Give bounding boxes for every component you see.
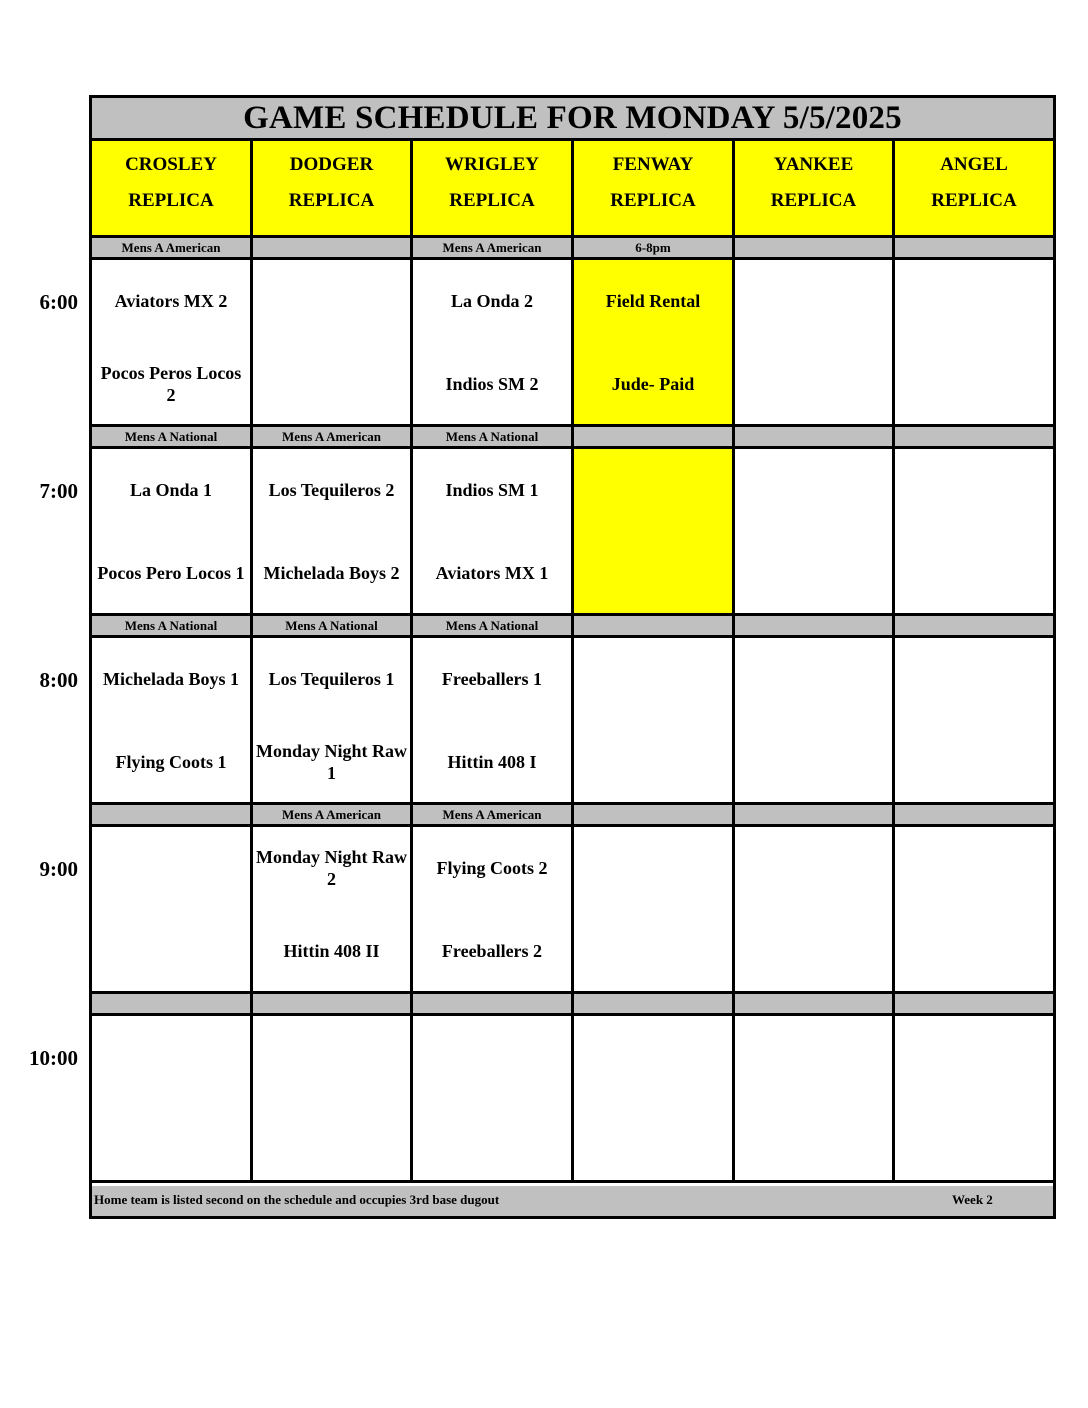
time-label: 8:00 [39,668,78,692]
time-label: 10:00 [29,1046,78,1070]
away-team [413,1030,571,1084]
division-label: 6-8pm [574,238,735,260]
home-team [574,924,732,978]
field-sub: REPLICA [931,190,1017,211]
field-header [735,141,895,238]
game-cell [92,1016,253,1183]
field-sub: REPLICA [770,190,857,211]
home-team [253,357,410,411]
field-header [413,141,574,238]
game-cell [735,827,895,994]
field-header [574,141,735,238]
division-label: Mens A National [92,427,253,449]
home-team [895,357,1053,411]
division-label: Mens A American [253,427,413,449]
field-name: DODGER [289,154,374,175]
division-label [895,427,1053,449]
schedule-footer [92,1186,1053,1216]
game-cell [413,449,574,616]
division-label [253,994,413,1016]
division-label: Mens A American [413,805,574,827]
field-name: CROSLEY [125,154,217,175]
away-team [735,274,892,328]
division-label [735,427,895,449]
field-name: YANKEE [773,154,854,175]
time-label: 7:00 [39,479,78,503]
division-label [895,994,1053,1016]
game-cell [735,638,895,805]
division-label: Mens A American [413,238,574,260]
division-label [413,994,574,1016]
away-team: La Onda 1 [129,480,213,500]
game-cell [895,260,1053,427]
away-team: Freeballers 1 [441,669,543,689]
game-cell [253,260,413,427]
away-team: Los Tequileros 2 [268,480,395,500]
away-team: Flying Coots 2 [436,858,548,878]
home-team: Pocos Pero Locos 1 [97,563,245,583]
field-name: FENWAY [612,154,694,175]
division-label [574,805,735,827]
game-cell [574,1016,735,1183]
time-label: 6:00 [39,290,78,314]
division-label [735,238,895,260]
game-cell [574,449,735,616]
home-team: Freeballers 2 [441,941,543,961]
away-team [895,1030,1053,1084]
game-cell [735,449,895,616]
field-sub: REPLICA [610,190,696,211]
field-sub: REPLICA [449,190,535,211]
game-cell [253,638,413,805]
home-team: Pocos Peros Locos 2 [100,363,242,405]
away-team: La Onda 2 [450,291,534,311]
division-label: Mens A National [253,616,413,638]
game-cell [895,827,1053,994]
game-cell [413,260,574,427]
game-cell [574,638,735,805]
away-team: Monday Night Raw 2 [255,847,407,889]
away-team [735,841,892,895]
home-team: Hittin 408 I [447,752,537,772]
away-team [735,1030,892,1084]
away-team [574,652,732,706]
home-team [574,1113,732,1167]
home-team: Michelada Boys 2 [263,563,400,583]
away-team: Aviators MX 2 [114,291,228,311]
away-team [574,1030,732,1084]
away-team: Field Rental [605,291,701,311]
home-team: Indios SM 2 [445,374,539,394]
game-cell [253,1016,413,1183]
division-label [895,805,1053,827]
game-cell [92,638,253,805]
home-team [413,1113,571,1167]
game-cell [253,827,413,994]
home-team [735,924,892,978]
schedule-title: GAME SCHEDULE FOR MONDAY 5/5/2025 [92,98,1053,141]
field-header [895,141,1053,238]
game-cell [895,1016,1053,1183]
game-cell [92,260,253,427]
home-team [92,1113,250,1167]
home-team [253,1113,410,1167]
game-cell [413,827,574,994]
division-label [574,994,735,1016]
division-label [92,994,253,1016]
home-team: Aviators MX 1 [435,563,549,583]
home-team: Monday Night Raw 1 [255,741,407,783]
away-team [895,463,1053,517]
division-label [574,427,735,449]
away-team [253,274,410,328]
division-label: Mens A National [92,616,253,638]
away-team [574,841,732,895]
field-header [253,141,413,238]
game-cell [895,638,1053,805]
field-name: WRIGLEY [445,154,539,175]
field-sub: REPLICA [128,190,214,211]
away-team [735,463,892,517]
home-team [92,924,250,978]
away-team [895,841,1053,895]
home-team [735,735,892,789]
division-label: Mens A National [413,616,574,638]
game-cell [92,827,253,994]
footer-week: Week 2 [952,1192,993,1207]
game-cell [253,449,413,616]
game-cell [413,1016,574,1183]
division-label: Mens A American [253,805,413,827]
game-cell [574,260,735,427]
division-label [92,805,253,827]
home-team [895,546,1053,600]
division-label: Mens A National [413,427,574,449]
away-team [735,652,892,706]
game-cell [413,638,574,805]
away-team [574,463,732,517]
away-team [895,652,1053,706]
division-label: Mens A American [92,238,253,260]
game-cell [92,449,253,616]
division-label [735,616,895,638]
away-team: Indios SM 1 [445,480,539,500]
division-label [735,805,895,827]
home-team [895,924,1053,978]
home-team [735,546,892,600]
division-label [735,994,895,1016]
home-team: Hittin 408 II [283,941,380,961]
division-label [895,238,1053,260]
game-cell [735,260,895,427]
division-label [253,238,413,260]
away-team [253,1030,410,1084]
division-label [895,616,1053,638]
game-cell [574,827,735,994]
time-label: 9:00 [39,857,78,881]
home-team [735,357,892,411]
game-cell [735,1016,895,1183]
home-team [574,735,732,789]
field-sub: REPLICA [288,190,375,211]
away-team: Los Tequileros 1 [268,669,395,689]
field-header [92,141,253,238]
home-team: Jude- Paid [611,374,695,394]
game-cell [895,449,1053,616]
away-team [92,841,250,895]
field-name: ANGEL [940,154,1008,175]
home-team: Flying Coots 1 [115,752,227,772]
away-team [92,1030,250,1084]
schedule-table [89,95,1056,1219]
away-team [895,274,1053,328]
division-label [574,616,735,638]
footer-note: Home team is listed second on the schedule and occupies 3rd base dugout [94,1192,500,1207]
home-team [895,1113,1053,1167]
home-team [735,1113,892,1167]
home-team [574,546,732,600]
away-team: Michelada Boys 1 [102,669,239,689]
home-team [895,735,1053,789]
